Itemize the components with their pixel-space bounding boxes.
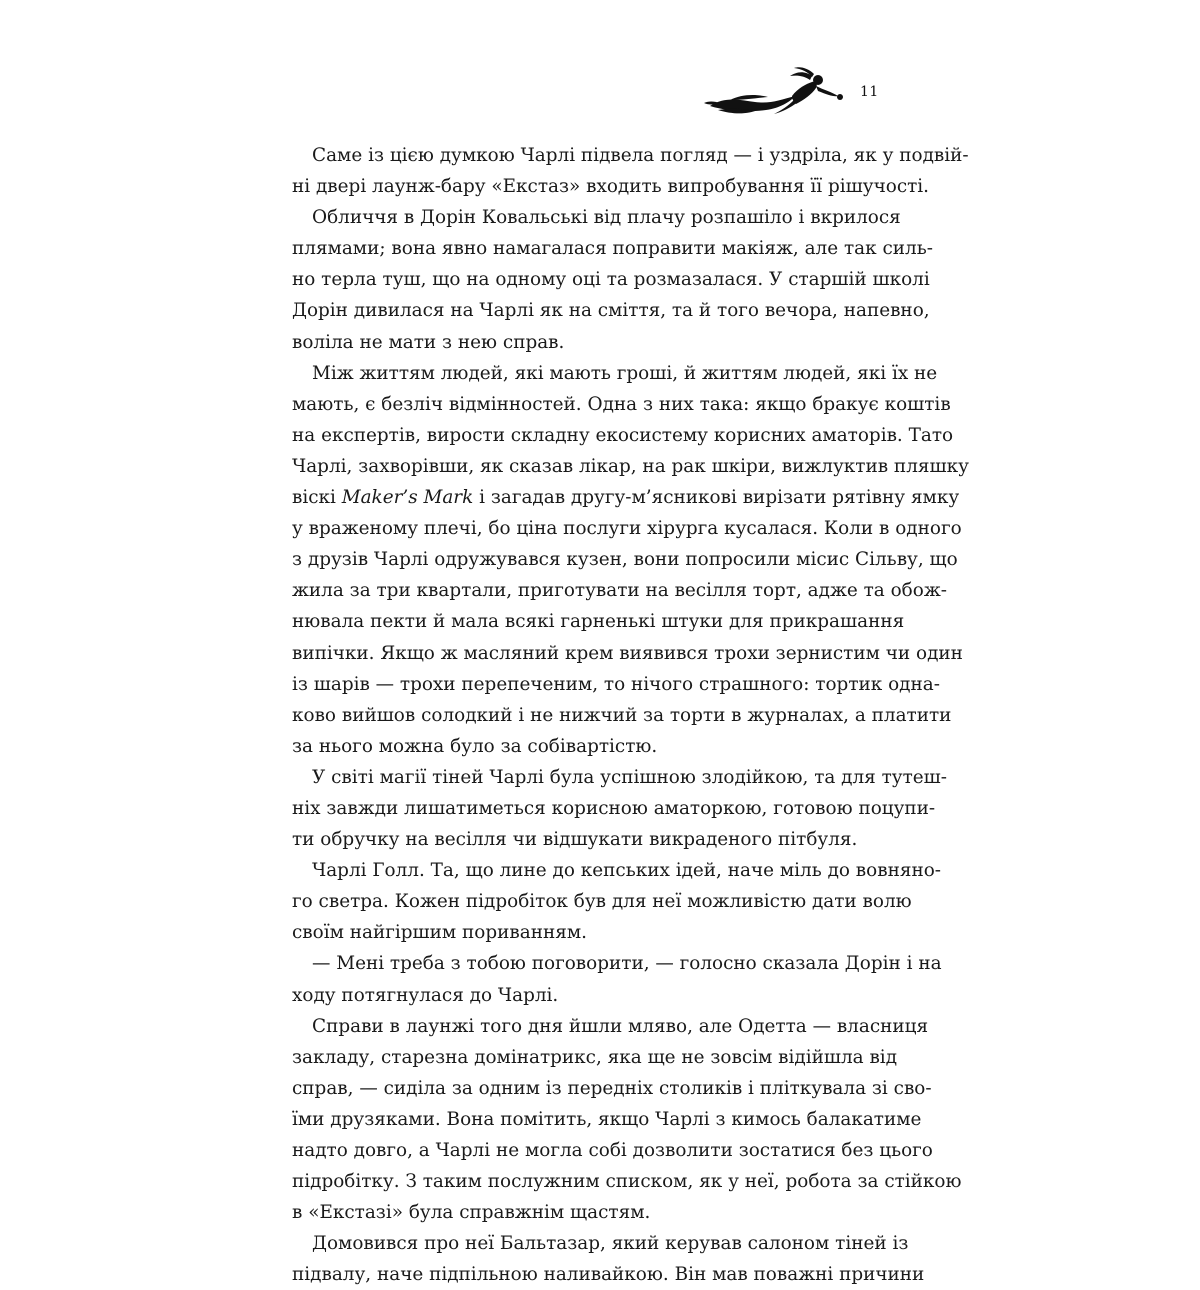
text-line-with-italic <box>292 482 960 513</box>
text-line: нювала пекти й мала всякі гарненькі штуки для прикрашання <box>292 611 905 633</box>
text-line: У світі магії тіней Чарлі була успішною злодійкою, та для тутеш- <box>312 766 947 788</box>
running-header <box>700 66 880 126</box>
text-line: Обличчя в Дорін Ковальські від плачу розпашіло і вкрилося <box>312 207 901 229</box>
text-fragment: і загадав другу-м’ясникові вирізати рятівну ямку <box>473 487 960 509</box>
text-line: мають, є безліч відмінностей. Одна з них така: якщо бракує коштів <box>292 393 951 415</box>
text-line: Домовився про неї Бальтазар, який керував салоном тіней із <box>312 1233 909 1255</box>
text-line: но терла туш, що на одному оці та розмазалася. У старшій школі <box>292 269 930 291</box>
text-line: підробітку. З таким послужним списком, як у неї, робота за стійкою <box>292 1171 962 1193</box>
text-line: — Мені треба з тобою поговорити, — голосно сказала Дорін і на <box>312 953 942 975</box>
text-line: ніх завжди лишатиметься корисною аматоркою, готовою поцупи- <box>292 797 936 819</box>
text-line: своїм найгіршим пориванням. <box>292 922 587 944</box>
text-line: плямами; вона явно намагалася поправити макіяж, але так силь- <box>292 238 933 260</box>
text-line: з друзів Чарлі одружувався кузен, вони попросили місис Сільву, що <box>292 549 958 571</box>
text-line: у враженому плечі, бо ціна послуги хірурга кусалася. Коли в одного <box>292 518 962 540</box>
text-line: в «Екстазі» була справжнім щастям. <box>292 1202 651 1224</box>
text-line: ходу потягнулася до Чарлі. <box>292 984 559 1006</box>
text-line: справ, — сиділа за одним із передніх столиків і пліткувала зі сво- <box>292 1077 932 1099</box>
text-line: ні двері лаунж-бару «Екстаз» входить випробування її рішучості. <box>292 176 930 198</box>
page-number: 11 <box>860 84 879 100</box>
flying-figure-silhouette-icon <box>700 66 850 121</box>
text-line: підвалу, наче підпільною наливайкою. Він мав поважні причини <box>292 1264 925 1286</box>
text-line: Між життям людей, які мають гроші, й життям людей, які їх не <box>312 362 938 384</box>
text-line: ти обручку на весілля чи відшукати викраденого пітбуля. <box>292 829 858 851</box>
text-line: ково вийшов солодкий і не нижчий за торти в журналах, а платити <box>292 704 952 726</box>
text-line: Чарлі, захворівши, як сказав лікар, на рак шкіри, вижлуктив пляшку <box>292 455 969 477</box>
text-line: за нього можна було за собівартістю. <box>292 735 658 757</box>
text-line: Справи в лаунжі того дня йшли мляво, але Одетта — власниця <box>312 1015 929 1037</box>
body-text <box>292 140 969 1290</box>
italic-brand-name: Maker’s Mark <box>341 487 474 509</box>
text-line: Саме із цією думкою Чарлі підвела погляд — і уздріла, як у подвій- <box>312 145 969 166</box>
text-line: воліла не мати з нею справ. <box>292 331 565 353</box>
text-line: випічки. Якщо ж масляний крем виявився трохи зернистим чи один <box>292 642 963 664</box>
text-fragment: віскі <box>292 487 342 509</box>
text-line: надто довго, а Чарлі не могла собі дозволити зостатися без цього <box>292 1140 933 1161</box>
text-line: жила за три квартали, приготувати на весілля торт, адже та обож- <box>292 580 947 602</box>
text-line: Чарлі Голл. Та, що лине до кепських ідей, наче міль до вовняно- <box>312 860 941 882</box>
text-line: закладу, старезна домінатрикс, яка ще не зовсім відійшла від <box>292 1046 898 1068</box>
text-line: на експертів, вирости складну екосистему корисних аматорів. Тато <box>292 424 954 446</box>
text-line: із шарів — трохи перепеченим, то нічого страшного: тортик одна- <box>292 673 940 695</box>
text-line: Дорін дивилася на Чарлі як на сміття, та й того вечора, напевно, <box>292 300 930 322</box>
text-line: го светра. Кожен підробіток був для неї можливістю дати волю <box>292 891 912 913</box>
text-line: їми друзяками. Вона помітить, якщо Чарлі з кимось балакатиме <box>292 1108 922 1130</box>
